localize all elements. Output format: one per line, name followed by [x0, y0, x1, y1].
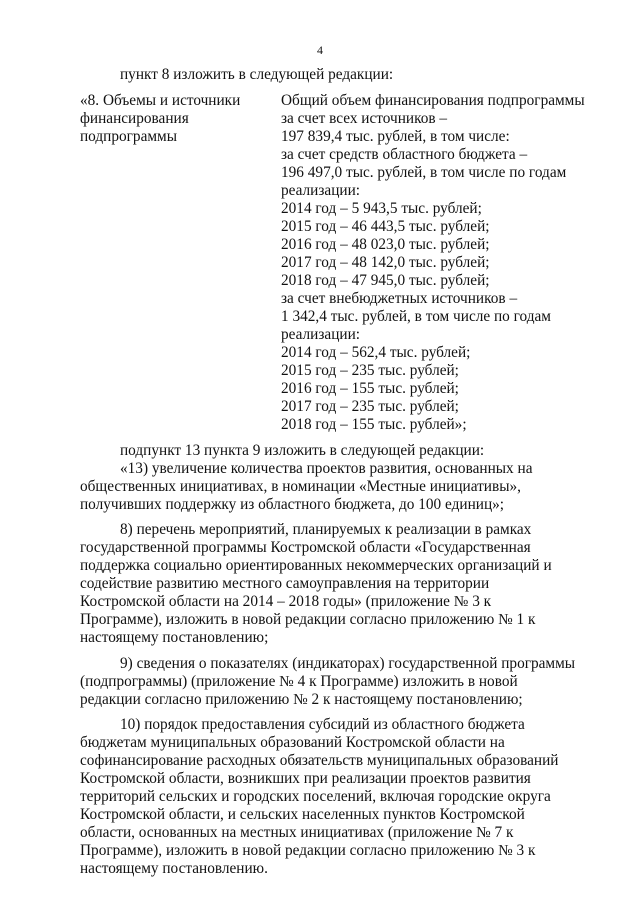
table-right-line: 2017 год – 235 тыс. рублей;: [281, 398, 459, 415]
table-right-line: реализации:: [281, 182, 361, 199]
table-right-line: 2014 год – 562,4 тыс. рублей;: [281, 344, 471, 361]
table-right-line: 2017 год – 48 142,0 тыс. рублей;: [281, 254, 490, 271]
paragraph-line: получивших поддержку из областного бюджета, до 100 единиц»;: [80, 496, 505, 513]
paragraph-line: общественных инициативах, в номинации «Местные инициативы»,: [80, 478, 521, 495]
paragraph-line: софинансирование расходных обязательств муниципальных образований: [80, 752, 559, 769]
table-left-line: подпрограммы: [80, 128, 178, 145]
table-right-line: за счет всех источников –: [281, 110, 448, 127]
paragraph-line: 8) перечень мероприятий, планируемых к реализации в рамках: [120, 521, 532, 538]
table-left-line: «8. Объемы и источники: [80, 92, 241, 109]
paragraph-line: поддержка социально ориентированных некоммерческих организаций и: [80, 557, 552, 574]
page-number: 4: [317, 43, 323, 57]
table-right-line: 2015 год – 235 тыс. рублей;: [281, 362, 459, 379]
table-right-line: 2018 год – 155 тыс. рублей»;: [281, 416, 467, 433]
paragraph-line: «13) увеличение количества проектов развития, основанных на: [120, 460, 533, 477]
paragraph-line: 9) сведения о показателях (индикаторах) государственной программы: [120, 655, 576, 672]
paragraph-line: Программе), изложить в новой редакции согласно приложению № 1 к: [80, 611, 536, 628]
table-right-line: 197 839,4 тыс. рублей, в том числе:: [281, 128, 510, 145]
table-right-line: 2018 год – 47 945,0 тыс. рублей;: [281, 272, 490, 289]
paragraph-line: государственной программы Костромской области «Государственная: [80, 539, 531, 556]
table-right-line: Общий объем финансирования подпрограммы: [281, 92, 585, 109]
table-right-line: 2016 год – 155 тыс. рублей;: [281, 380, 459, 397]
paragraph-line: территорий сельских и городских поселений, включая городские округа: [80, 788, 551, 805]
table-right-line: за счет внебюджетных источников –: [281, 290, 518, 307]
intro-line: пункт 8 изложить в следующей редакции:: [120, 66, 394, 83]
paragraph-line: области, основанных на местных инициативах (приложение № 7 к: [80, 824, 514, 841]
table-right-line: 196 497,0 тыс. рублей, в том числе по годам: [281, 164, 567, 181]
table-right-line: 2014 год – 5 943,5 тыс. рублей;: [281, 200, 482, 217]
table-left-line: финансирования: [80, 110, 189, 127]
paragraph-line: Программе), изложить в новой редакции согласно приложению № 3 к: [80, 842, 536, 859]
paragraph-line: Костромской области, и сельских населенных пунктов Костромской: [80, 806, 525, 823]
paragraph-line: бюджетам муниципальных образований Костромской области на: [80, 734, 505, 751]
paragraph-line: настоящему постановлению.: [80, 860, 268, 877]
paragraph-line: подпункт 13 пункта 9 изложить в следующей редакции:: [120, 442, 485, 459]
table-right-line: 2015 год – 46 443,5 тыс. рублей;: [281, 218, 490, 235]
paragraph-line: содействие развитию местного самоуправления на территории: [80, 575, 490, 592]
table-right-line: реализации:: [281, 326, 361, 343]
table-right-line: 1 342,4 тыс. рублей, в том числе по годам: [281, 308, 551, 325]
paragraph-line: Костромской области, возникших при реализации проектов развития: [80, 770, 531, 787]
table-right-line: 2016 год – 48 023,0 тыс. рублей;: [281, 236, 490, 253]
paragraph-line: (подпрограммы) (приложение № 4 к Программе) изложить в новой: [80, 673, 518, 690]
paragraph-line: Костромской области на 2014 – 2018 годы» (приложение № 3 к: [80, 593, 492, 610]
table-right-line: за счет средств областного бюджета –: [281, 146, 528, 163]
paragraph-line: 10) порядок предоставления субсидий из областного бюджета: [120, 716, 525, 733]
paragraph-line: редакции согласно приложению № 2 к настоящему постановлению;: [80, 691, 523, 708]
paragraph-line: настоящему постановлению;: [80, 629, 269, 646]
